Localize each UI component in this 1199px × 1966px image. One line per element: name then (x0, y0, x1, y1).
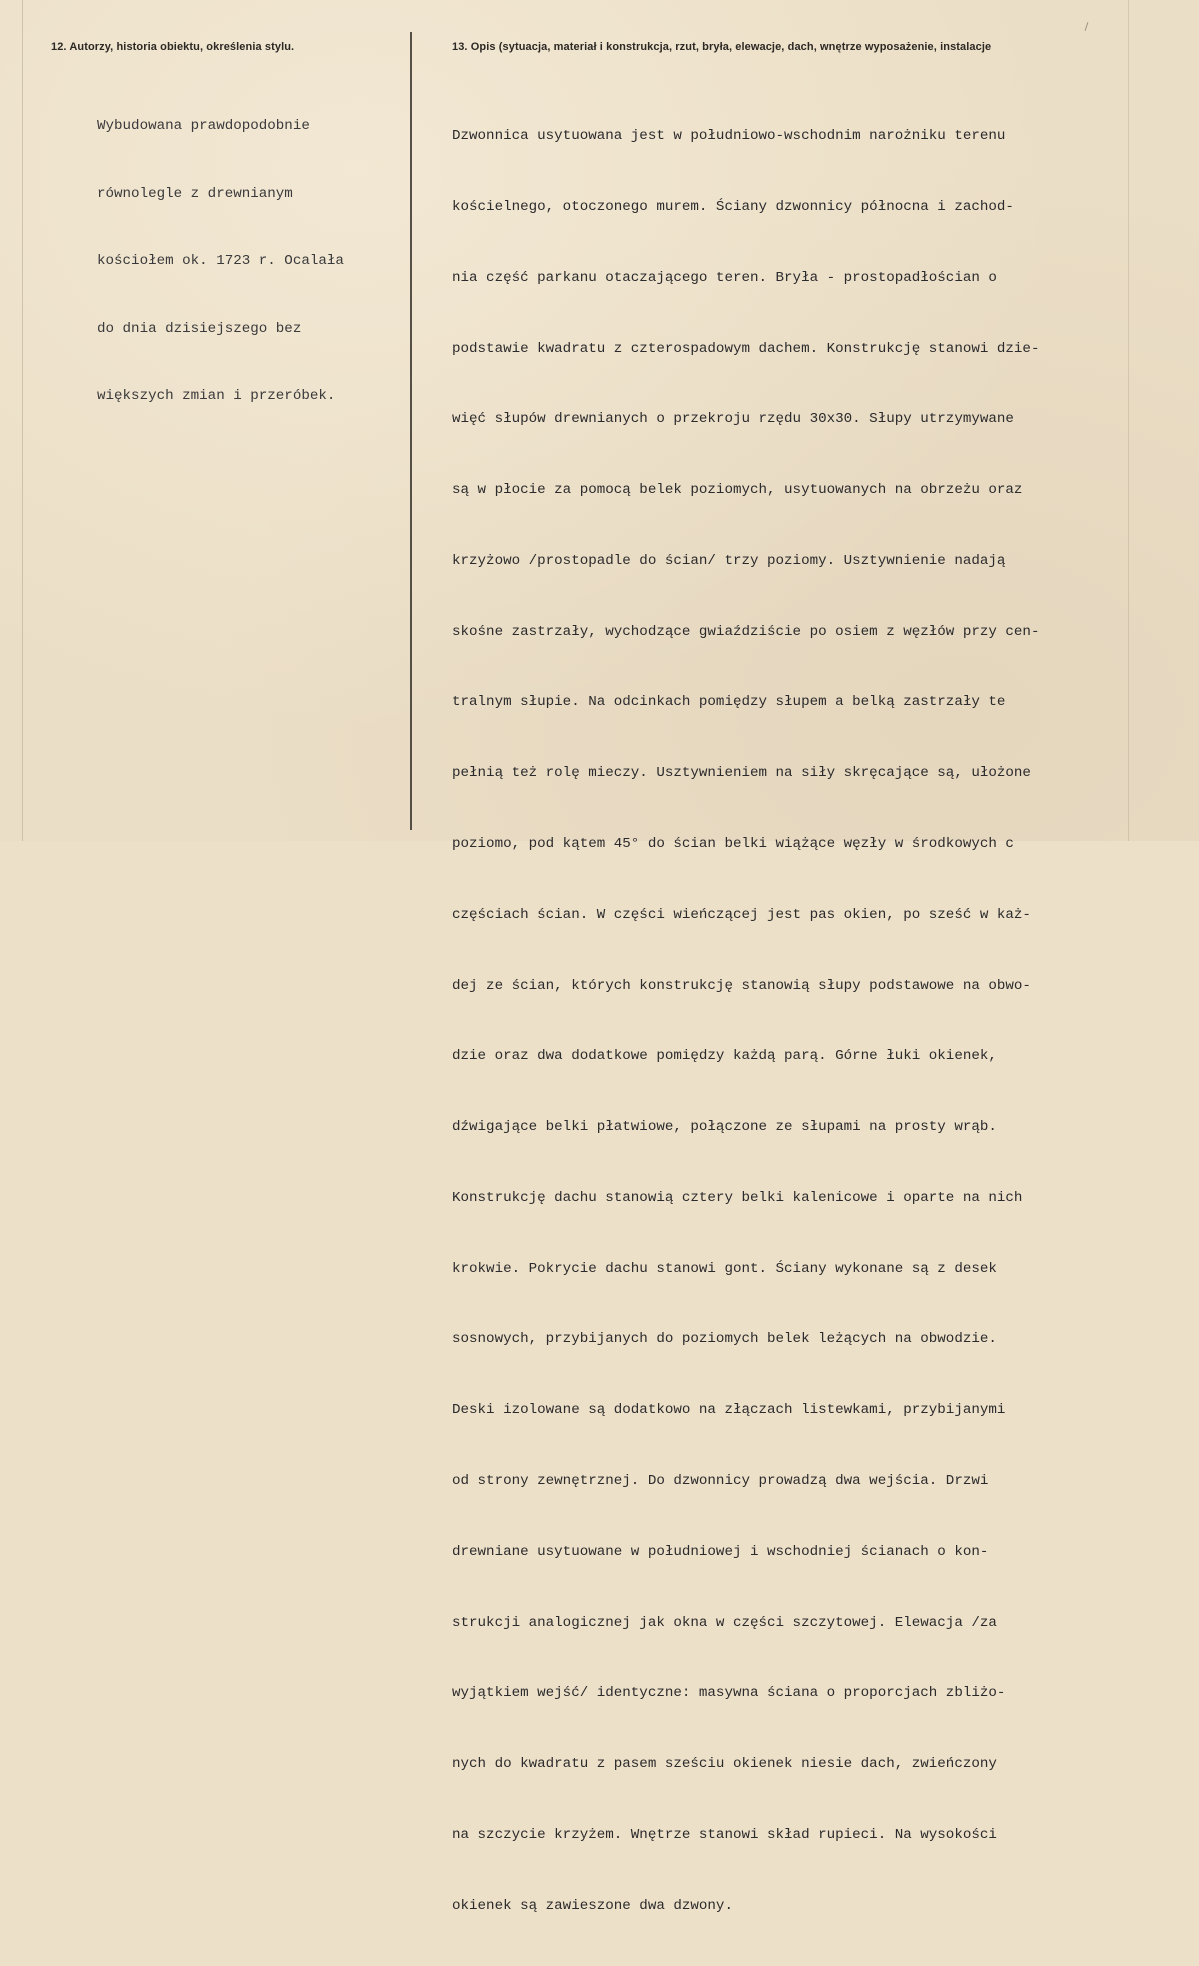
field-12-header: 12. Autorzy, historia obiektu, określenia stylu. (51, 41, 295, 53)
field-13-line: strukcji analogicznej jak okna w części szczytowej. Elewacja /za (452, 1614, 997, 1631)
field-12-line: Wybudowana prawdopodobnie (97, 118, 310, 134)
field-13-line: skośne zastrzały, wychodzące gwiaździście po osiem z węzłów przy cen- (452, 623, 1040, 640)
field-13-line: nych do kwadratu z pasem sześciu okienek niesie dach, zwieńczony (452, 1756, 997, 1773)
field-13-line: od strony zewnętrznej. Do dzwonnicy prowadzą dwa wejścia. Drzwi (452, 1473, 989, 1490)
field-13-line: są w płocie za pomocą belek poziomych, usytuowanych na obrzeżu oraz (452, 482, 1023, 499)
field-13-line: nia część parkanu otaczającego teren. Bryła - prostopadłościan o (452, 269, 997, 286)
column-divider (410, 32, 412, 830)
left-edge-line (22, 0, 23, 841)
field-13-line: dej ze ścian, których konstrukcję stanowią słupy podstawowe na obwo- (452, 977, 1031, 994)
field-13-line: wyjątkiem wejść/ identyczne: masywna ściana o proporcjach zbliżo- (452, 1685, 1006, 1702)
field-13-line: Dzwonnica usytuowana jest w południowo-wschodnim narożniku terenu (452, 128, 1006, 145)
field-12-text (97, 70, 344, 453)
field-13-line: tralnym słupie. Na odcinkach pomiędzy słupem a belką zastrzały te (452, 694, 1006, 711)
field-13-line: podstawie kwadratu z czterospadowym dachem. Konstrukcję stanowi dzie- (452, 340, 1040, 357)
field-13-line: drewniane usytuowane w południowej i wschodniej ścianach o kon- (452, 1543, 989, 1560)
field-13-line: Deski izolowane są dodatkowo na złączach listewkami, przybijanymi (452, 1402, 1006, 1419)
field-13-line: krokwie. Pokrycie dachu stanowi gont. Ściany wykonane są z desek (452, 1260, 997, 1277)
field-13-line: więć słupów drewnianych o przekroju rzędu 30x30. Słupy utrzymywane (452, 411, 1014, 428)
field-13-line: dzie oraz dwa dodatkowe pomiędzy każdą parą. Górne łuki okienek, (452, 1048, 997, 1065)
field-13-line: częściach ścian. W części wieńczącej jest pas okien, po sześć w każ- (452, 906, 1031, 923)
field-13-line: pełnią też rolę mieczy. Usztywnieniem na siły skręcające są, ułożone (452, 765, 1031, 782)
field-13-line: na szczycie krzyżem. Wnętrze stanowi skład rupieci. Na wysokości (452, 1826, 997, 1843)
field-13-text (452, 78, 1039, 1966)
field-13-line: Konstrukcję dachu stanowią cztery belki kalenicowe i oparte na nich (452, 1189, 1023, 1206)
field-13-line: krzyżowo /prostopadle do ścian/ trzy poziomy. Usztywnienie nadają (452, 552, 1006, 569)
field-13-line: dźwigające belki płatwiowe, połączone ze słupami na prosty wrąb. (452, 1119, 997, 1136)
right-edge-line (1128, 0, 1129, 841)
field-12-line: większych zmian i przeróbek. (97, 388, 336, 404)
field-13-line: poziomo, pod kątem 45° do ścian belki wiążące węzły w środkowych c (452, 836, 1014, 852)
field-12-line: do dnia dzisiejszego bez (97, 320, 302, 337)
field-12-line: równolegle z drewnianym (97, 185, 293, 202)
field-13-line: sosnowych, przybijanych do poziomych belek leżących na obwodzie. (452, 1331, 997, 1348)
field-13-header: 13. Opis (sytuacja, materiał i konstrukcja, rzut, bryła, elewacje, dach, wnętrze wyposażenie, instalacje (452, 41, 992, 53)
field-12-line: kościołem ok. 1723 r. Ocalała (97, 253, 344, 269)
field-13-line: okienek są zawieszone dwa dzwony. (452, 1897, 733, 1914)
field-13-line: kościelnego, otoczonego murem. Ściany dzwonnicy północna i zachod- (452, 198, 1014, 215)
pencil-mark (1085, 22, 1089, 31)
